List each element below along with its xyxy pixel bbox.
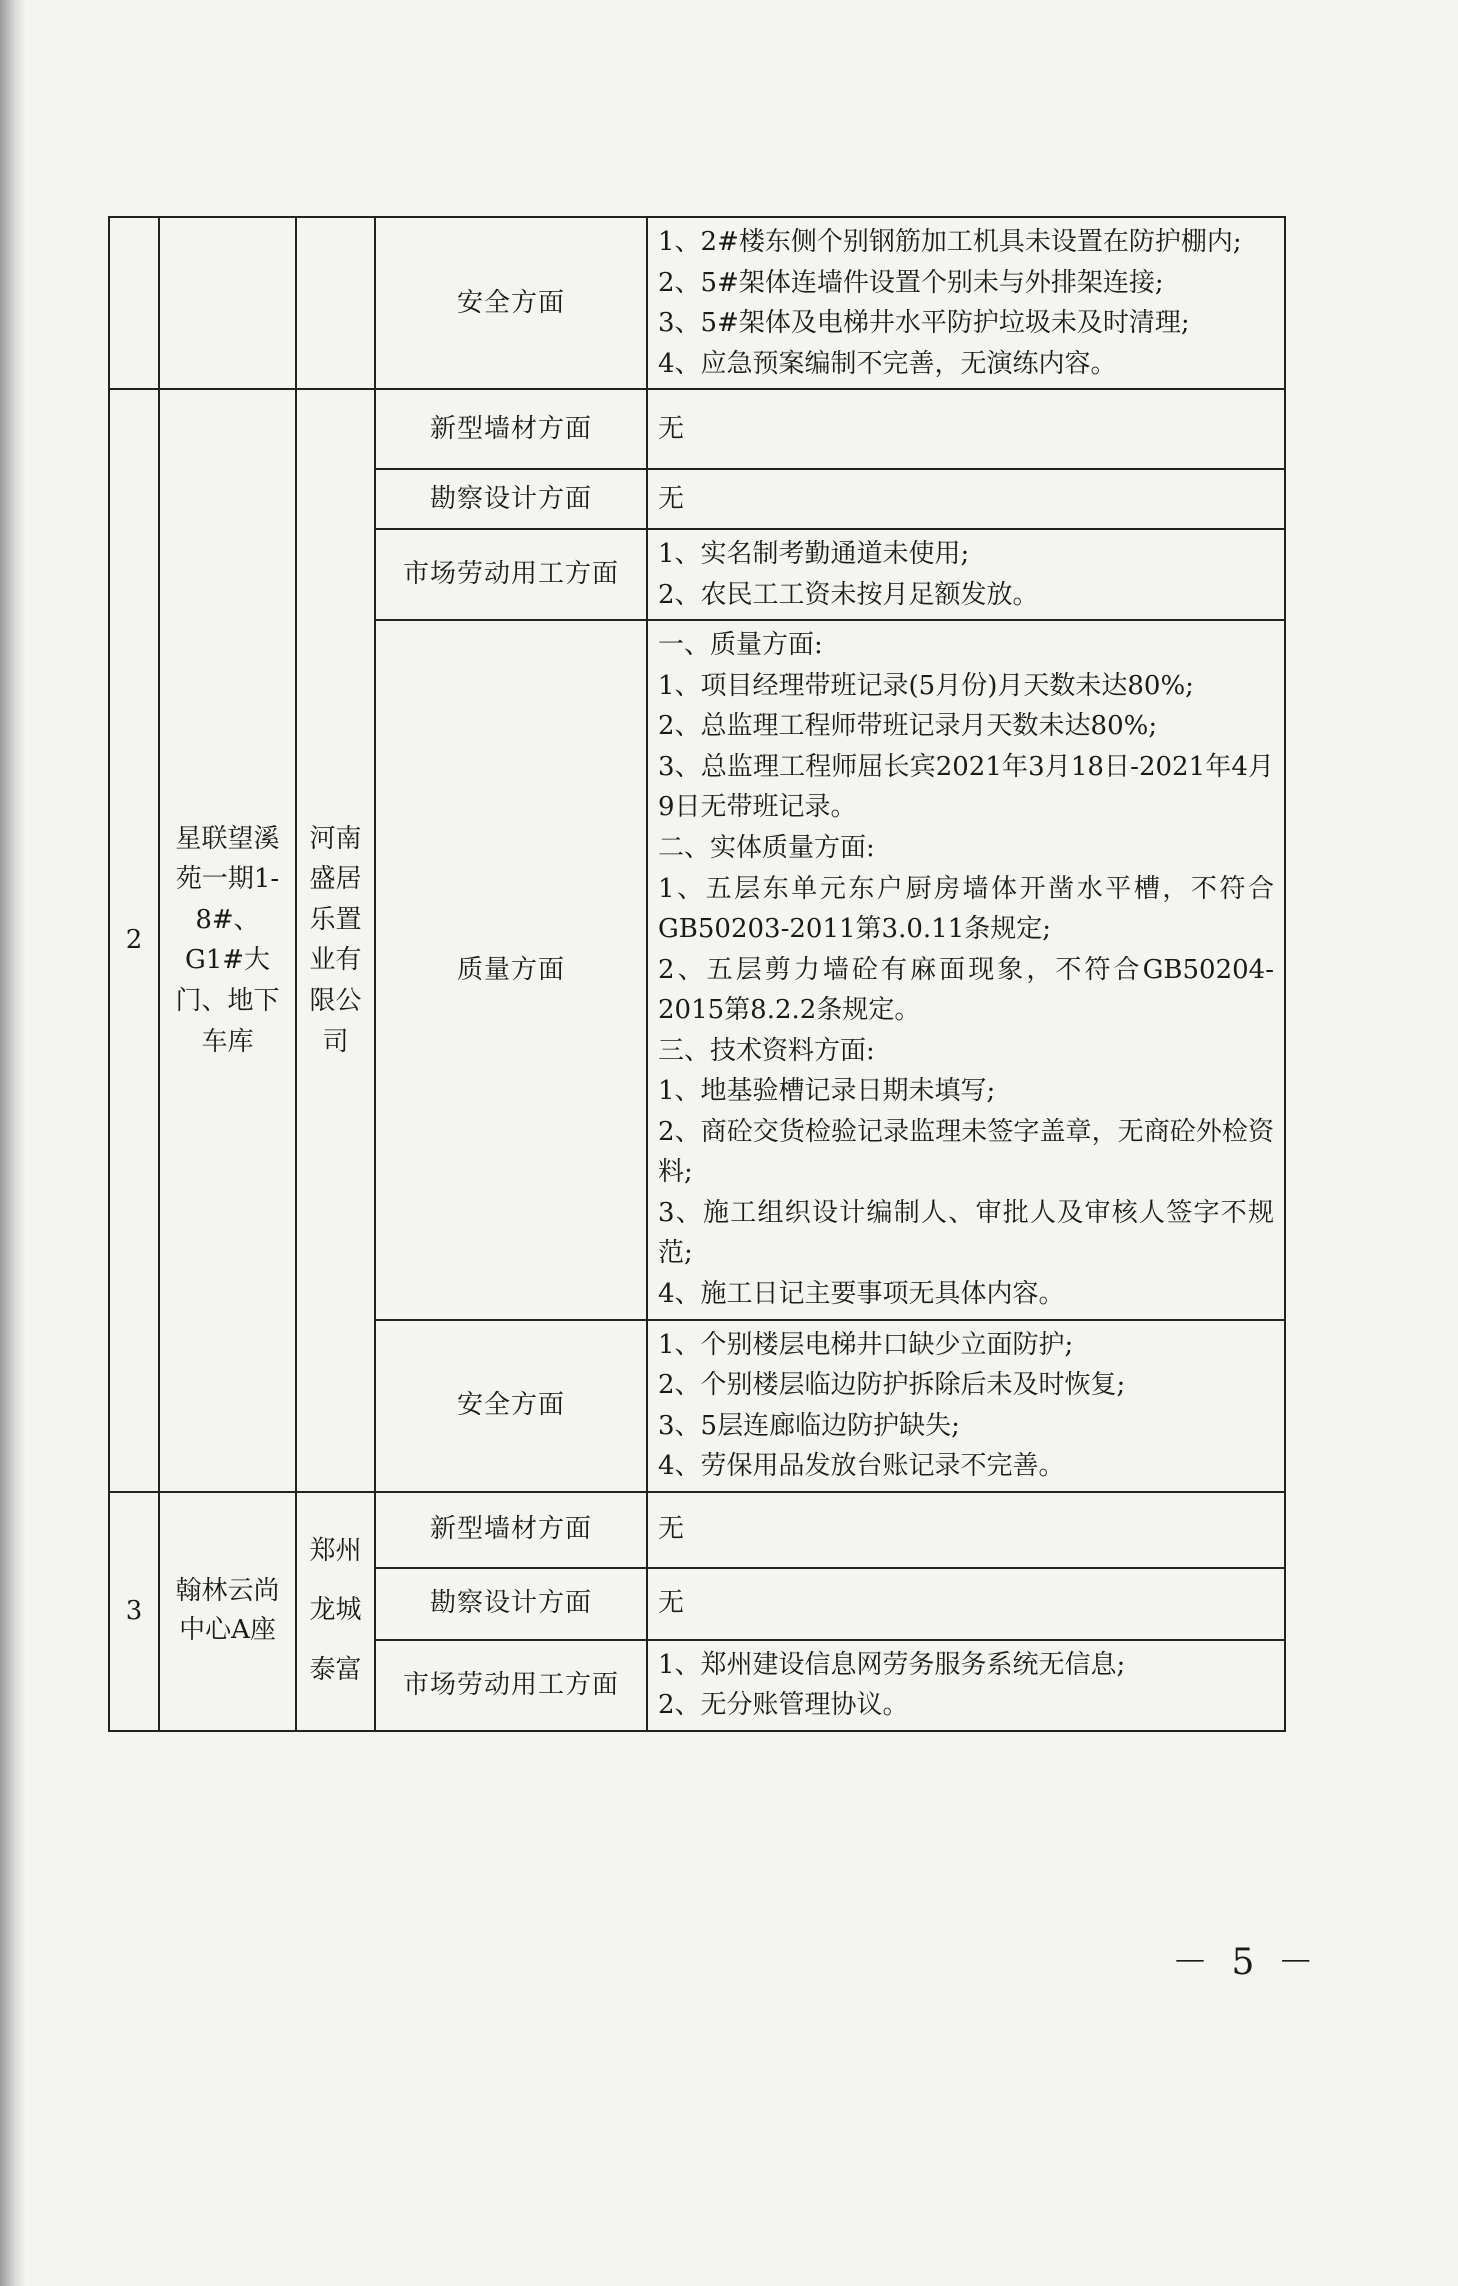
category-cell: 质量方面 bbox=[375, 620, 647, 1319]
issue-line: 1、五层东单元东户厨房墙体开凿水平槽，不符合GB50203-2011第3.0.11条规定; bbox=[658, 873, 1274, 945]
project-name-cell: 星联望溪苑一期1-8#、G1#大门、地下车库 bbox=[159, 389, 296, 1492]
row-number-cell: 2 bbox=[109, 389, 159, 1492]
issue-line: 三、技术资料方面: bbox=[658, 1035, 875, 1066]
row-number-cell bbox=[109, 217, 159, 389]
project-name-cell: 翰林云尚中心A座 bbox=[159, 1492, 296, 1731]
company-name-cell: 河南盛居乐置业有限公司 bbox=[296, 389, 375, 1492]
issues-cell bbox=[647, 529, 1285, 620]
issue-line: 4、施工日记主要事项无具体内容。 bbox=[658, 1279, 1065, 1310]
issue-line: 2、农民工工资未按月足额发放。 bbox=[658, 579, 1039, 610]
row-number-cell: 3 bbox=[109, 1492, 159, 1731]
issue-line: 二、实体质量方面: bbox=[658, 833, 875, 864]
issue-line: 1、郑州建设信息网劳务服务系统无信息; bbox=[658, 1649, 1126, 1680]
issues-cell bbox=[647, 620, 1285, 1319]
table-row bbox=[109, 1492, 1285, 1568]
company-name-cell bbox=[296, 217, 375, 389]
issue-line: 2、无分账管理协议。 bbox=[658, 1690, 909, 1721]
table-row bbox=[109, 389, 1285, 469]
issues-cell bbox=[647, 1640, 1285, 1731]
issue-line: 4、劳保用品发放台账记录不完善。 bbox=[658, 1451, 1065, 1482]
company-name-cell: 郑州龙城泰富 bbox=[296, 1492, 375, 1731]
issues-cell bbox=[647, 1320, 1285, 1492]
issues-cell bbox=[647, 389, 1285, 469]
issues-cell bbox=[647, 469, 1285, 529]
category-cell: 市场劳动用工方面 bbox=[375, 529, 647, 620]
issue-line: 2、商砼交货检验记录监理未签字盖章，无商砼外检资料; bbox=[658, 1116, 1274, 1188]
issue-line: 1、项目经理带班记录(5月份)月天数未达80%; bbox=[658, 670, 1194, 701]
issue-line: 1、2#楼东侧个别钢筋加工机具未设置在防护棚内; bbox=[658, 227, 1242, 257]
issue-line: 3、施工组织设计编制人、审批人及审核人签字不规范; bbox=[658, 1197, 1274, 1269]
category-cell: 市场劳动用工方面 bbox=[375, 1640, 647, 1731]
issue-line: 无 bbox=[658, 1514, 685, 1545]
category-cell: 新型墙材方面 bbox=[375, 389, 647, 469]
issue-line: 3、总监理工程师屈长宾2021年3月18日-2021年4月9日无带班记录。 bbox=[658, 751, 1274, 823]
issue-line: 1、个别楼层电梯井口缺少立面防护; bbox=[658, 1329, 1074, 1360]
category-cell: 安全方面 bbox=[375, 1320, 647, 1492]
page-edge-shadow bbox=[0, 0, 26, 2286]
issue-line: 无 bbox=[658, 413, 685, 444]
issue-line: 1、地基验槽记录日期未填写; bbox=[658, 1076, 996, 1107]
category-cell: 勘察设计方面 bbox=[375, 469, 647, 529]
issue-line: 无 bbox=[658, 483, 685, 514]
issues-cell bbox=[647, 1492, 1285, 1568]
issue-line: 3、5层连廊临边防护缺失; bbox=[658, 1410, 960, 1441]
issue-line: 一、质量方面: bbox=[658, 630, 823, 661]
issue-line: 2、总监理工程师带班记录月天数未达80%; bbox=[658, 711, 1158, 742]
issues-cell bbox=[647, 1568, 1285, 1640]
issue-line: 2、5#架体连墙件设置个别未与外排架连接; bbox=[658, 267, 1164, 298]
category-cell: 勘察设计方面 bbox=[375, 1568, 647, 1640]
issue-line: 3、5#架体及电梯井水平防护垃圾未及时清理; bbox=[658, 308, 1190, 339]
issue-line: 2、五层剪力墙砼有麻面现象，不符合GB50204-2015第8.2.2条规定。 bbox=[658, 954, 1274, 1026]
issue-line: 4、应急预案编制不完善，无演练内容。 bbox=[658, 348, 1117, 379]
category-cell: 安全方面 bbox=[375, 217, 647, 389]
issues-cell bbox=[647, 217, 1285, 389]
inspection-table bbox=[108, 216, 1286, 1732]
category-cell: 新型墙材方面 bbox=[375, 1492, 647, 1568]
project-name-cell bbox=[159, 217, 296, 389]
page-number: － 5 － bbox=[1172, 1942, 1320, 1983]
issue-line: 2、个别楼层临边防护拆除后未及时恢复; bbox=[658, 1370, 1126, 1401]
issue-line: 无 bbox=[658, 1588, 685, 1619]
table-row bbox=[109, 217, 1285, 389]
issue-line: 1、实名制考勤通道未使用; bbox=[658, 539, 970, 570]
